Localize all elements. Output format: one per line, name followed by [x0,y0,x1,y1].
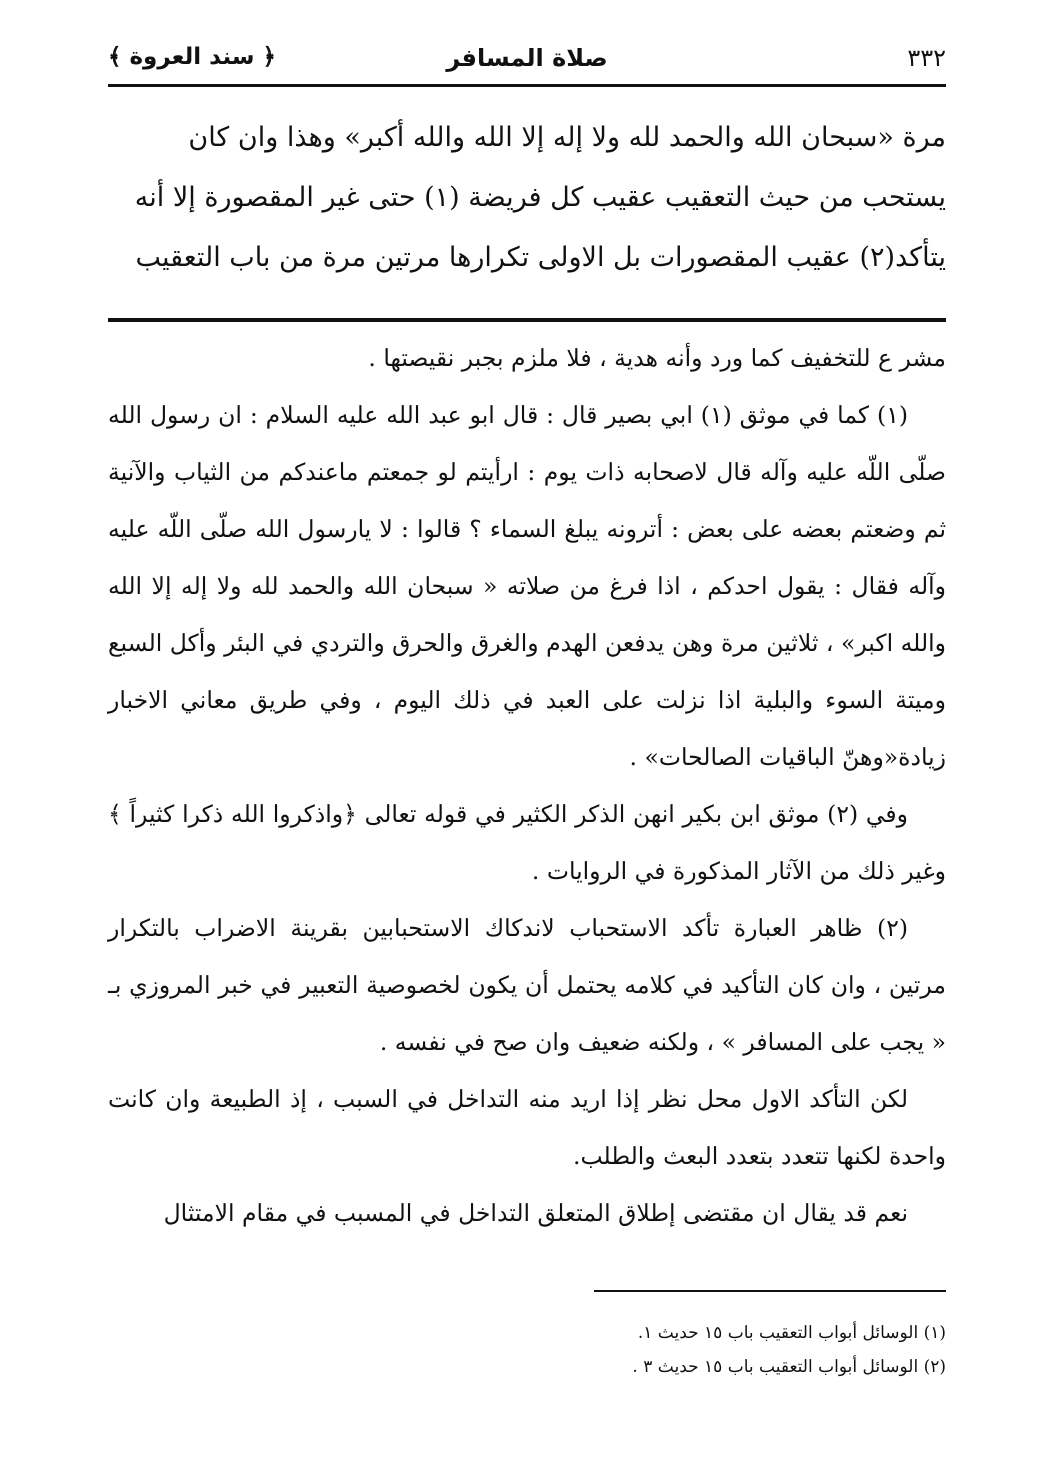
page-header [108,44,946,84]
main-line: يتأكد(٢) عقيب المقصورات بل الاولى تكرارها مرتين مرة من باب التعقيب [135,242,946,273]
note-paragraph: (١) كما في موثق (١) ابي بصير قال : قال ابو عبد الله عليه السلام : ان رسول الله صلّى اللّه عليه وآله قال لاصحابه ذات يوم : ارأيتم لو جمعتم ماعندكم من الثياب والآنية ثم وضعتم بعضه على بعض : أترونه يبلغ السماء ؟ قالوا : لا يارسول الله صلّى اللّه عليه وآله فقال : يقول احدكم ، اذا فرغ من صلاته « سبحان الله والحمد لله ولا إله إلا الله والله اكبر» ، ثلاثين مرة وهن يدفعن الهدم والغرق والحرق والتردي في البئر وأكل السبع وميتة السوء والبلية اذا نزلت على العبد في ذلك اليوم ، وفي طريق معاني الاخبار زيادة«وهنّ الباقيات الصالحات» . [108,401,946,771]
main-text [108,108,946,288]
note-paragraph: لكن التأكد الاول محل نظر إذا اريد منه التداخل في السبب ، إذ الطبيعة وان كانت واحدة لكنها تتعدد بتعدد البعث والطلب. [108,1085,946,1170]
footnotes [108,1316,946,1384]
main-line: يستحب من حيث التعقيب عقيب كل فريضة (١) حتى غير المقصورة إلا أنه [134,182,946,213]
page-number: ٣٣٢ [907,44,946,72]
note-paragraph: نعم قد يقال ان مقتضى إطلاق المتعلق التداخل في المسبب في مقام الامتثال [163,1199,908,1227]
footnote-rule [594,1290,946,1292]
note-paragraph: (٢) ظاهر العبارة تأكد الاستحباب لاندكاك الاستحبابين بقرينة الاضراب بالتكرار مرتين ، وان كان التأكيد في كلامه يحتمل أن يكون لخصوصية التعبير في خبر المروزي بـ « يجب على المسافر » ، ولكنه ضعيف وان صح في نفسه . [108,914,946,1056]
footnote: (١) الوسائل أبواب التعقيب باب ١٥ حديث ١. [637,1323,946,1343]
running-title: صلاة المسافر [446,44,608,72]
header-rule [108,84,946,87]
main-line: مرة «سبحان الله والحمد لله ولا إله إلا الله والله أكبر» وهذا وان كان [188,122,946,153]
book-title: ﴿ سند العروة ﴾ [108,44,276,70]
main-text-separator [108,318,946,322]
note-paragraph: وفي (٢) موثق ابن بكير انهن الذكر الكثير في قوله تعالى ﴿واذكروا الله ذكرا كثيراً ﴾ وغير ذلك من الآثار المذكورة في الروايات . [108,800,946,885]
note-paragraph: مشر ع للتخفيف كما ورد وأنه هدية ، فلا ملزم بجبر نقيصتها . [368,344,946,372]
commentary [108,330,946,1242]
footnote: (٢) الوسائل أبواب التعقيب باب ١٥ حديث ٣ . [632,1357,946,1377]
